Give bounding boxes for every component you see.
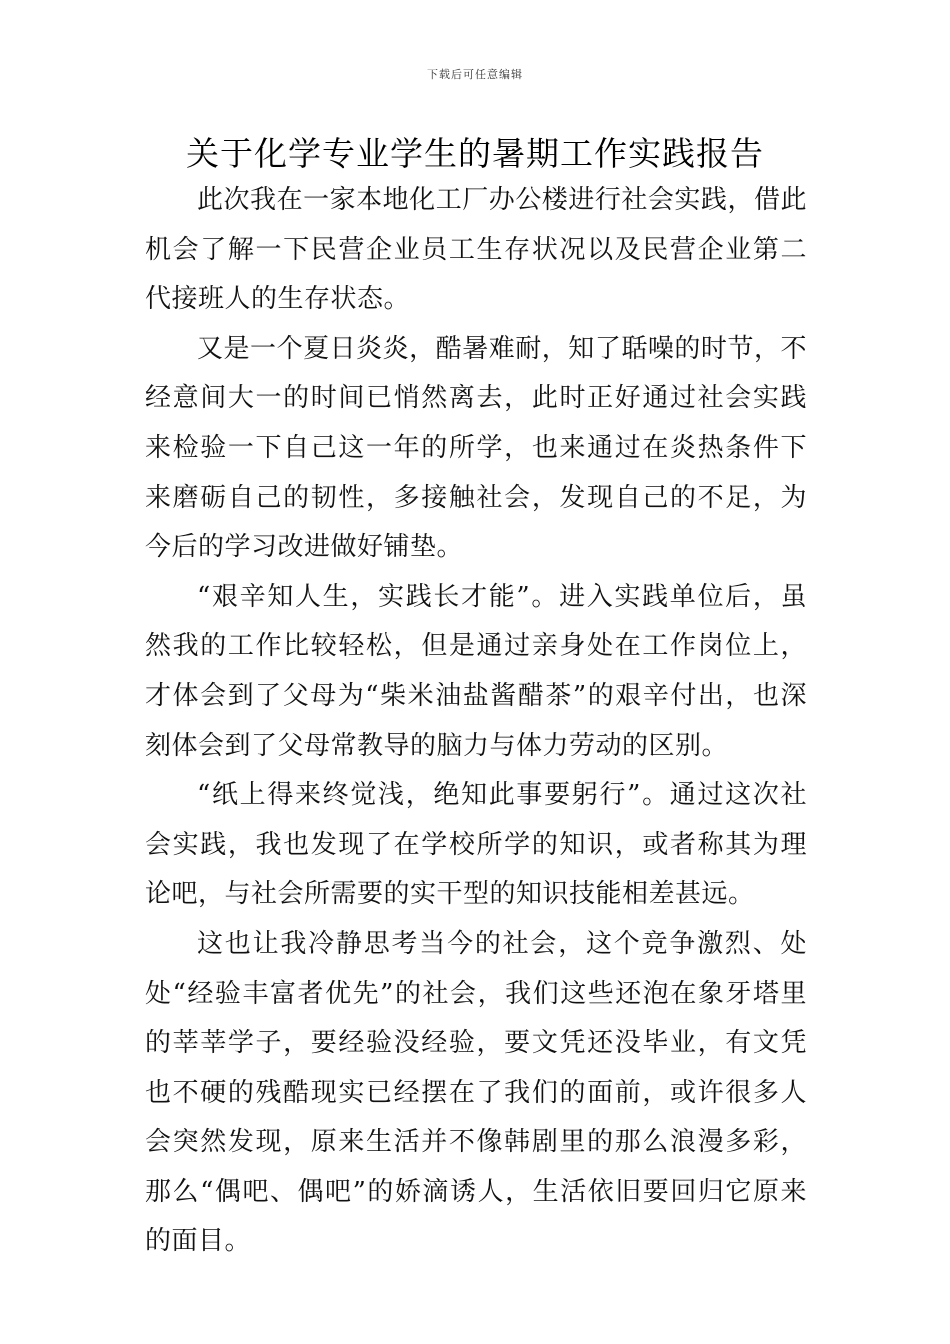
paragraph: “纸上得来终觉浅，绝知此事要躬行”。通过这次社会实践，我也发现了在学校所学的知识，或者称其为理论吧，与社会所需要的实干型的知识技能相差甚远。 xyxy=(145,780,807,910)
paragraph: 又是一个夏日炎炎，酷暑难耐，知了聒噪的时节，不经意间大一的时间已悄然离去，此时正好通过社会实践来检验一下自己这一年的所学，也来通过在炎热条件下来磨砺自己的韧性，多接触社会，发现自己的不足，为今后的学习改进做好铺垫。 xyxy=(145,333,807,563)
document-body xyxy=(145,176,807,1267)
paragraph: 此次我在一家本地化工厂办公楼进行社会实践，借此机会了解一下民营企业员工生存状况以及民营企业第二代接班人的生存状态。 xyxy=(145,185,807,315)
header-note: 下载后可任意编辑 xyxy=(427,68,523,81)
paragraph: “艰辛知人生，实践长才能”。进入实践单位后，虽然我的工作比较轻松，但是通过亲身处在工作岗位上，才体会到了父母为“柴米油盐酱醋茶”的艰辛付出，也深刻体会到了父母常教导的脑力与体力劳动的区别。 xyxy=(145,581,807,761)
document-title: 关于化学专业学生的暑期工作实践报告 xyxy=(186,134,764,173)
paragraph: 这也让我冷静思考当今的社会，这个竞争激烈、处处“经验丰富者优先”的社会，我们这些还泡在象牙塔里的莘莘学子，要经验没经验，要文凭还没毕业，有文凭也不硬的残酷现实已经摆在了我们的面前，或许很多人会突然发现，原来生活并不像韩剧里的那么浪漫多彩，那么“偶吧、偶吧”的娇滴诱人，生活依旧要回归它原来的面目。 xyxy=(145,928,807,1257)
